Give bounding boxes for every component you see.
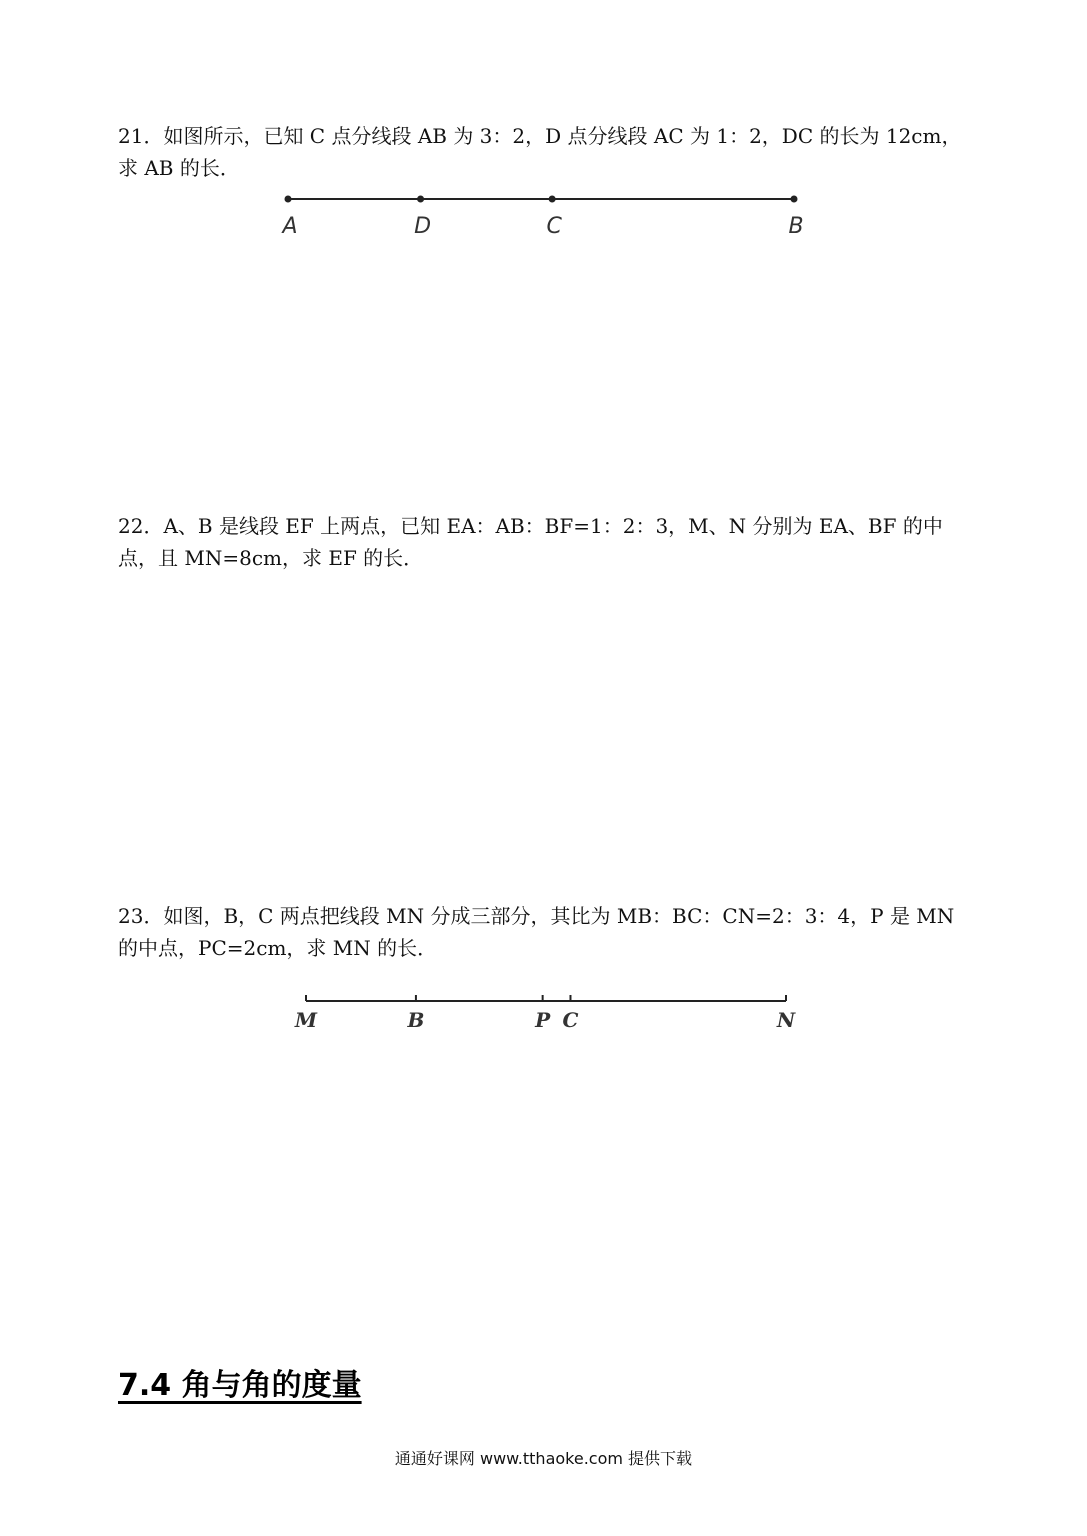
point-a-mark xyxy=(285,196,292,203)
problem-23-line-1: 23．如图，B，C 两点把线段 MN 分成三部分，其比为 MB：BC：CN=2：3：4，P 是 MN xyxy=(118,904,955,928)
footer-credit: 通通好课网 www.tthaoke.com 提供下载 xyxy=(394,1449,693,1468)
point-d-label: D xyxy=(414,214,432,239)
point-n-label: N xyxy=(776,1008,796,1032)
problem-21-line-1: 21．如图所示，已知 C 点分线段 AB 为 3：2，D 点分线段 AC 为 1：2，DC 的长为 12cm， xyxy=(118,124,962,148)
problem-22-line-1: 22．A、B 是线段 EF 上两点，已知 EA：AB：BF=1：2：3，M、N 分别为 EA、BF 的中 xyxy=(118,514,943,538)
point-c-label: C xyxy=(546,214,562,239)
point-c-label: C xyxy=(562,1008,579,1032)
point-b-label: B xyxy=(788,214,804,239)
point-d-mark xyxy=(417,196,424,203)
problem-21-line-2: 求 AB 的长． xyxy=(118,156,240,180)
point-b-label: B xyxy=(407,1008,425,1032)
point-a-label: A xyxy=(282,214,298,239)
problem-23-line-2: 的中点，PC=2cm，求 MN 的长． xyxy=(118,936,438,960)
point-b-mark xyxy=(791,196,798,203)
point-c-mark xyxy=(549,196,556,203)
problem-22-line-2: 点，且 MN=8cm，求 EF 的长． xyxy=(118,546,424,570)
problem-22 xyxy=(118,510,978,574)
point-p-label: P xyxy=(535,1008,551,1032)
point-m-label: M xyxy=(294,1008,318,1032)
problem-23-figure xyxy=(280,985,810,1035)
problem-21-figure xyxy=(270,185,830,245)
section-heading: 7.4 角与角的度量 xyxy=(118,1368,362,1403)
problem-23 xyxy=(118,900,978,964)
problem-21 xyxy=(118,120,978,184)
